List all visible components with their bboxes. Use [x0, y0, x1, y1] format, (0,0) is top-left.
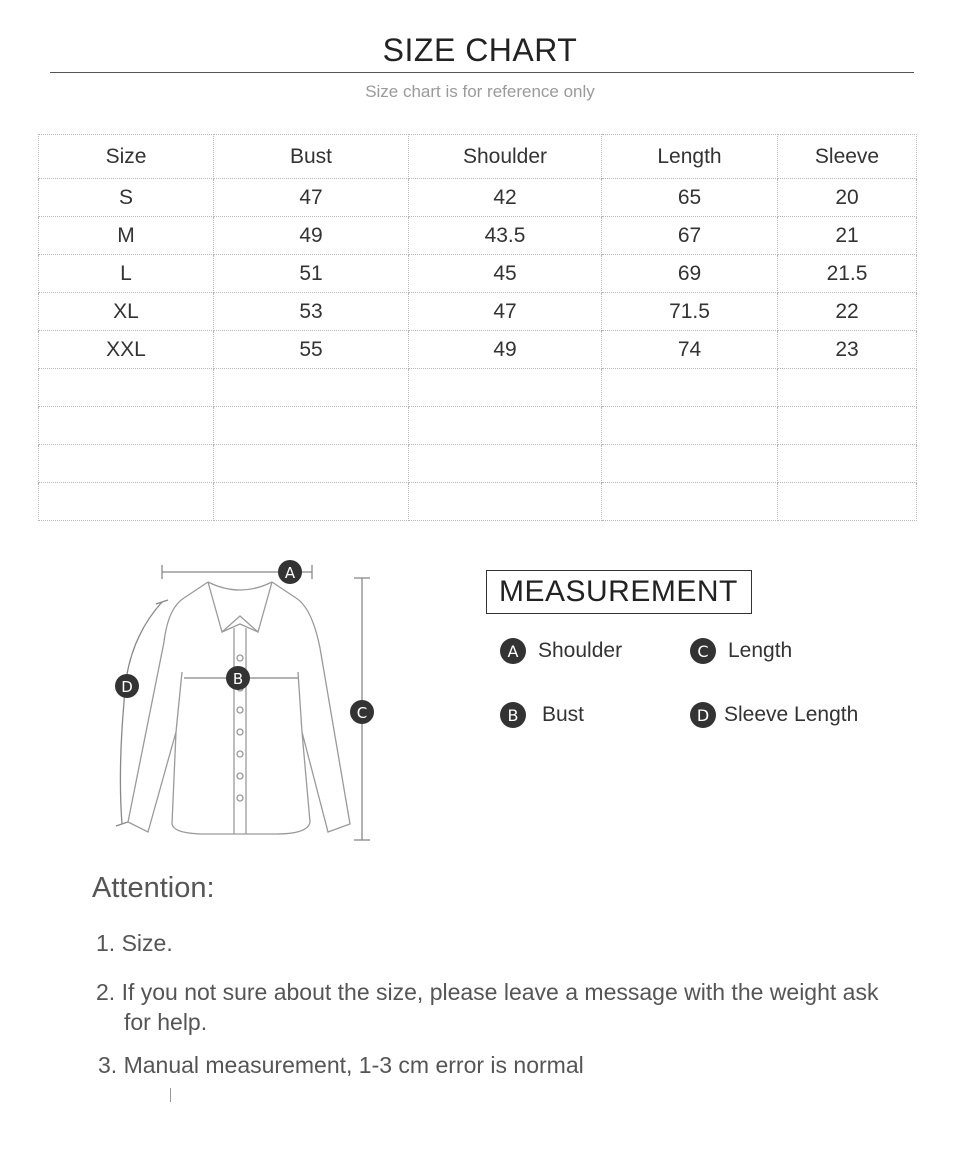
attention-item-2: 2. If you not sure about the size, please leave a message with the weight ask for help. [96, 979, 879, 1035]
page-title: SIZE CHART [382, 32, 578, 68]
title-divider [50, 72, 914, 73]
table-row-empty [39, 483, 917, 521]
table-cell: 47 [214, 179, 409, 217]
table-cell [409, 407, 602, 445]
table-row [39, 293, 917, 331]
table-row-empty [39, 369, 917, 407]
legend-badge-c: C [690, 638, 716, 664]
legend-badge-d: D [690, 702, 716, 728]
table-cell: 74 [602, 331, 778, 369]
table-row [39, 179, 917, 217]
column-header-shoulder: Shoulder [409, 135, 602, 179]
table-cell: 53 [214, 293, 409, 331]
page-subtitle: Size chart is for reference only [365, 82, 595, 101]
legend-shoulder [500, 638, 622, 664]
table-cell [214, 369, 409, 407]
table-cell: 51 [214, 255, 409, 293]
table-cell: 23 [778, 331, 917, 369]
legend-label: Shoulder [538, 639, 623, 662]
legend-label: Length [728, 639, 793, 662]
table-cell [778, 407, 917, 445]
table-cell: 47 [409, 293, 602, 331]
table-cell [778, 369, 917, 407]
legend-bust [500, 702, 584, 728]
column-header-sleeve: Sleeve [778, 135, 917, 179]
table-cell [778, 483, 917, 521]
table-cell [39, 483, 214, 521]
legend-badge-a: A [500, 638, 526, 664]
table-cell [602, 445, 778, 483]
measurement-title: MEASUREMENT [486, 570, 752, 614]
table-cell: 55 [214, 331, 409, 369]
table-cell [39, 369, 214, 407]
table-cell: M [39, 217, 214, 255]
marker-d: D [121, 678, 133, 696]
table-cell: 67 [602, 217, 778, 255]
legend-label: Sleeve Length [724, 703, 859, 726]
table-cell [602, 407, 778, 445]
marker-b: B [232, 670, 244, 688]
table-cell: 42 [409, 179, 602, 217]
table-cell [602, 369, 778, 407]
table-cell: 71.5 [602, 293, 778, 331]
table-cell [214, 483, 409, 521]
column-header-size: Size [39, 135, 214, 179]
table-cell: L [39, 255, 214, 293]
table-cell [409, 369, 602, 407]
attention-item-3: 3. Manual measurement, 1-3 cm error is normal [98, 1052, 584, 1078]
table-cell: 69 [602, 255, 778, 293]
size-table [38, 134, 917, 521]
legend-length [690, 638, 792, 664]
attention-title: Attention: [92, 872, 215, 904]
legend-sleeve-length [690, 702, 858, 728]
table-cell: 20 [778, 179, 917, 217]
table-cell [409, 483, 602, 521]
diagram-markers [115, 560, 374, 724]
table-row-empty [39, 407, 917, 445]
shirt-diagram [96, 552, 396, 852]
table-cell [214, 445, 409, 483]
legend-label: Bust [542, 703, 585, 726]
table-cell: S [39, 179, 214, 217]
marker-a: A [284, 564, 296, 582]
table-header-row [39, 135, 917, 179]
table-cell [39, 407, 214, 445]
attention-item-1: 1. Size. [96, 930, 173, 956]
table-cell: 45 [409, 255, 602, 293]
table-cell: 49 [409, 331, 602, 369]
table-cell: 21 [778, 217, 917, 255]
column-header-bust: Bust [214, 135, 409, 179]
table-cell: 49 [214, 217, 409, 255]
column-header-length: Length [602, 135, 778, 179]
table-cell [39, 445, 214, 483]
table-row [39, 331, 917, 369]
table-cell [409, 445, 602, 483]
table-cell [778, 445, 917, 483]
table-row [39, 255, 917, 293]
table-cell: XL [39, 293, 214, 331]
table-cell: 22 [778, 293, 917, 331]
table-row-empty [39, 445, 917, 483]
table-row [39, 217, 917, 255]
table-cell: XXL [39, 331, 214, 369]
decorative-tick [170, 1088, 171, 1102]
marker-c: C [356, 704, 368, 722]
table-cell [602, 483, 778, 521]
table-cell [214, 407, 409, 445]
table-cell: 65 [602, 179, 778, 217]
table-cell: 21.5 [778, 255, 917, 293]
legend-badge-b: B [500, 702, 526, 728]
table-cell: 43.5 [409, 217, 602, 255]
